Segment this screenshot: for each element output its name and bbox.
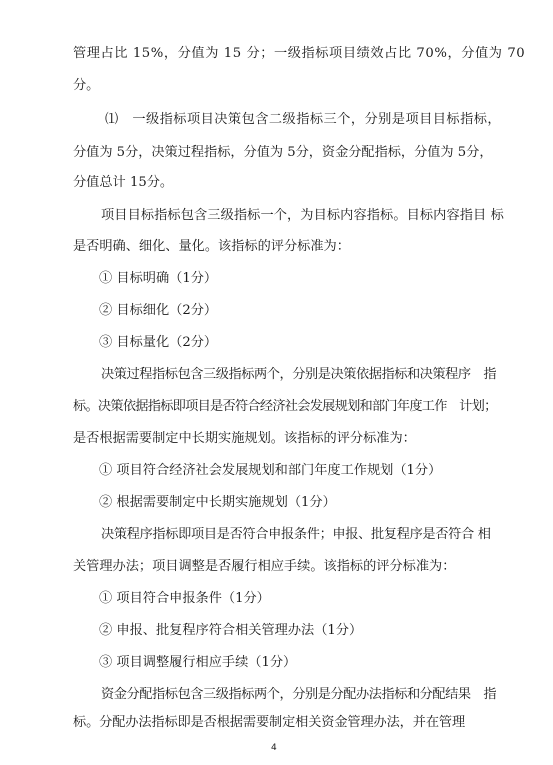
- list-item-plan-compliance: ① 项目符合经济社会发展规划和部门年度工作规划（1分）: [99, 463, 442, 478]
- list-item-target-clear: ① 目标明确（1分）: [99, 271, 218, 286]
- list-item-approval-procedure: ② 申报、批复程序符合相关管理办法（1分）: [99, 623, 363, 638]
- body-line-5: 分值总计 15分。: [73, 175, 174, 190]
- body-line-1: 管理占比 15%，分值为 15 分；一级指标项目绩效占比 70%，分值为 70: [73, 46, 526, 61]
- list-item-target-refined: ② 目标细化（2分）: [99, 303, 218, 318]
- body-line-6: 项目目标指标包含三级指标一个，为目标内容指标。目标内容指目 标: [101, 208, 504, 223]
- body-line-13: 是否根据需要制定中长期实施规划。该指标的评分标准为：: [73, 431, 416, 446]
- body-line-11: 决策过程指标包含三级指标两个，分别是决策依据指标和决策程序 指: [101, 367, 497, 382]
- body-line-21: 资金分配指标包含三级指标两个，分别是分配办法指标和分配结果 指: [101, 687, 497, 702]
- body-line-3: ⑴ 一级指标项目决策包含二级指标三个，分别是项目目标指标，: [105, 112, 502, 127]
- body-line-12: 标。决策依据指标即项目是否符合经济社会发展规划和部门年度工作 计划；: [73, 399, 497, 414]
- body-line-22: 标。分配办法指标即是否根据需要制定相关资金管理办法，并在管理: [73, 715, 466, 730]
- list-item-long-term-plan: ② 根据需要制定中长期实施规划（1分）: [99, 495, 336, 510]
- body-line-7: 是否明确、细化、量化。该指标的评分标准为：: [73, 239, 350, 254]
- body-line-17: 关管理办法；项目调整是否履行相应手续。该指标的评分标准为：: [73, 559, 456, 574]
- body-line-16: 决策程序指标即项目是否符合申报条件；申报、批复程序是否符合 相: [101, 527, 491, 542]
- body-line-4: 分值为 5分，决策过程指标，分值为 5分，资金分配指标，分值为 5分，: [73, 145, 493, 160]
- page-number: 4: [271, 743, 277, 753]
- list-item-application-conditions: ① 项目符合申报条件（1分）: [99, 591, 270, 606]
- list-item-adjustment-procedure: ③ 项目调整履行相应手续（1分）: [99, 655, 297, 670]
- list-item-target-quantified: ③ 目标量化（2分）: [99, 335, 218, 350]
- body-line-2: 分。: [73, 78, 100, 93]
